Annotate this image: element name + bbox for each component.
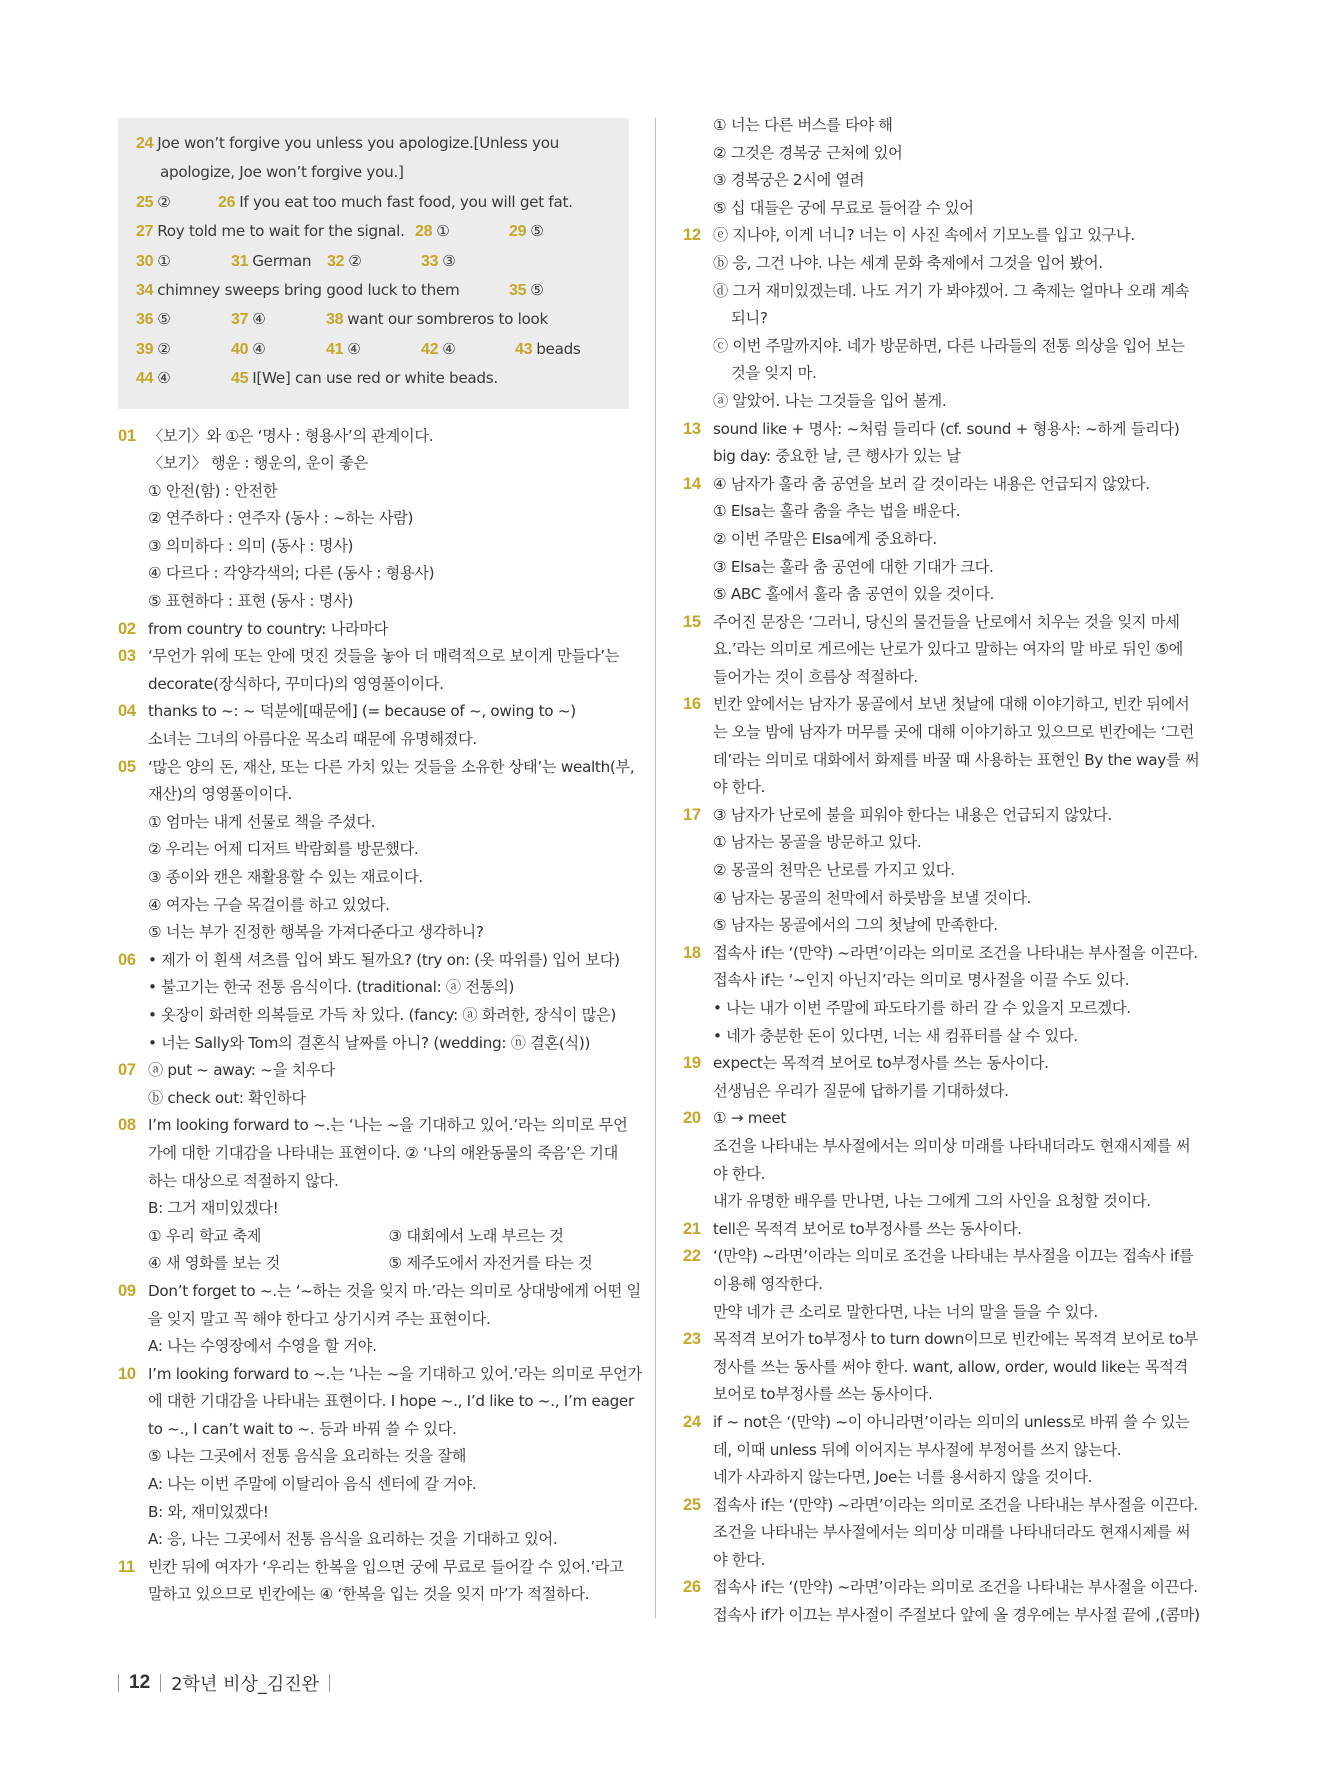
item-line: ② 우리는 어제 디저트 박람회를 방문했다. [148, 840, 419, 859]
explanation-item [118, 698, 629, 753]
answer-number: 37 [231, 311, 249, 329]
explanation-item [683, 1492, 1198, 1575]
item-body [148, 1554, 629, 1609]
item-line: ‘(만약) ~라면’이라는 의미로 조건을 나타내는 부사절을 이끄는 접속사 if를 [713, 1247, 1194, 1266]
item-line: 야 한다. [713, 1550, 766, 1569]
item-body [148, 1361, 642, 1554]
answer-number: 28 [415, 223, 433, 241]
item-line: ⑤ 남자는 몽골에서의 그의 첫날에 만족한다. [713, 916, 998, 935]
item-line: ① → meet [713, 1109, 787, 1128]
item-line: ⑤ 표현하다 : 표현 (동사 : 명사) [148, 592, 354, 611]
item-line: 목적격 보어가 to부정사 to turn down이므로 빈칸에는 목적격 보어로 to부 [713, 1330, 1198, 1349]
explanation-item [683, 1216, 1195, 1244]
answer-value: ② [157, 339, 171, 358]
item-line: 정사를 쓰는 동사를 써야 한다. want, allow, order, would like는 목적격 [713, 1357, 1188, 1376]
answer-value: ① [157, 251, 171, 270]
item-line: 소녀는 그녀의 아름다운 목소리 때문에 유명해졌다. [148, 730, 477, 749]
answer-key-row [136, 336, 611, 365]
item-line: ② 몽골의 천막은 난로를 가지고 있다. [713, 861, 955, 880]
item-number: 08 [118, 1116, 136, 1135]
item-line: big day: 중요한 날, 큰 행사가 있는 날 [713, 447, 961, 466]
item-line: ① 안전(함) : 안전한 [148, 481, 278, 500]
item-number: 02 [118, 619, 136, 638]
item-body [713, 1574, 1200, 1629]
item-line: ⑤ ABC 홀에서 훌라 춤 공연이 있을 것이다. [713, 585, 994, 604]
item-line: 재산)의 영영풀이이다. [148, 785, 293, 804]
answer-number: 33 [421, 252, 439, 270]
item-body [148, 423, 629, 616]
answer-value: I[We] can use red or white beads. [252, 369, 498, 388]
answer-number: 35 [509, 281, 527, 299]
answer-value: Roy told me to wait for the signal. [157, 222, 405, 241]
explanation-item [118, 1278, 641, 1361]
answer-value: ④ [347, 339, 361, 358]
item-line: 가에 대한 기대감을 나타내는 표현이다. ② ‘나의 애완동물의 죽음’은 기대 [148, 1143, 619, 1162]
explanation-item [683, 222, 1195, 415]
answer-key-row [136, 248, 611, 277]
item-number: 22 [683, 1247, 701, 1266]
item-body [713, 1050, 1195, 1105]
explanation-item [683, 1050, 1195, 1105]
answer-value: apologize, Joe won’t forgive you.] [160, 163, 404, 182]
item-line: 되니? [713, 309, 768, 328]
item-body [713, 691, 1199, 801]
item-line: ⓐ put ~ away: ~을 치우다 [148, 1061, 335, 1080]
answer-number: 34 [136, 281, 154, 299]
item-line: tell은 목적격 보어로 to부정사를 쓰는 동사이다. [713, 1219, 1022, 1238]
explanation-item [683, 112, 1195, 222]
answer-number: 26 [218, 193, 236, 211]
item-line: 보어로 to부정사를 쓰는 동사이다. [713, 1385, 933, 1404]
item-line: 주어진 문장은 ‘그러니, 당신의 물건들을 난로에서 치우는 것을 잊지 마세 [713, 612, 1180, 631]
page-footer [118, 1668, 340, 1698]
answer-value: ⑤ [157, 310, 171, 329]
item-line: ② 이번 주말은 Elsa에게 중요하다. [713, 529, 937, 548]
item-line: ③ 의미하다 : 의미 (동사 : 명사) [148, 536, 354, 555]
item-body [713, 416, 1195, 471]
item-line: thanks to ~: ~ 덕분에[때문에] (= because of ~, owing to ~) [148, 702, 576, 721]
item-body [713, 1216, 1195, 1244]
item-line: decorate(장식하다, 꾸미다)의 영영풀이이다. [148, 674, 444, 693]
item-line: ⓒ 이번 주말까지야. 네가 방문하면, 다른 나라들의 전통 의상을 입어 보는 [713, 336, 1185, 355]
item-line: I’m looking forward to ~.는 ‘나는 ~을 기대하고 있어.’라는 의미로 무언가 [148, 1364, 642, 1383]
explanation-item [118, 616, 629, 644]
item-body [713, 1105, 1195, 1215]
answer-value: ④ [442, 339, 456, 358]
item-body [148, 698, 629, 753]
item-body [713, 1326, 1198, 1409]
explanation-item [683, 1409, 1195, 1492]
explanation-item [118, 754, 635, 947]
item-line: ④ 여자는 구슬 목걸이를 하고 있었다. [148, 895, 390, 914]
answer-number: 40 [231, 340, 249, 358]
right-explanations [683, 112, 1200, 1630]
item-line: expect는 목적격 보어로 to부정사를 쓰는 동사이다. [713, 1054, 1049, 1073]
answer-key-row [136, 218, 611, 247]
item-line: A: 나는 수영장에서 수영을 할 거야. [148, 1337, 377, 1356]
explanation-item [683, 1243, 1195, 1326]
item-line: ① 엄마는 내게 선물로 책을 주셨다. [148, 812, 376, 831]
item-line: sound like + 명사: ~처럼 들리다 (cf. sound + 형용사: ~하게 들리다) [713, 419, 1180, 438]
option-text: ③ 대회에서 노래 부르는 것 [388, 1226, 564, 1245]
answer-number: 25 [136, 193, 154, 211]
answer-key-row [136, 130, 611, 159]
item-line: 들어가는 것이 흐름상 적절하다. [713, 667, 918, 686]
item-body [713, 940, 1198, 1050]
answer-value: Joe won’t forgive you unless you apologize.[Unless you [157, 134, 560, 152]
item-body [148, 616, 629, 644]
item-body [148, 1278, 641, 1361]
answer-value: ⑤ [530, 222, 544, 241]
item-line: 접속사 if는 ‘(만약) ~라면’이라는 의미로 조건을 나타내는 부사절을 이끈다. [713, 1495, 1198, 1514]
item-line: 데, 이때 unless 뒤에 이어지는 부사절에 부정어를 쓰지 않는다. [713, 1440, 1122, 1459]
answer-value: chimney sweeps bring good luck to them [157, 280, 460, 299]
item-line: ⓑ check out: 확인하다 [148, 1088, 306, 1107]
item-line: ‘많은 양의 돈, 재산, 또는 다른 가치 있는 것들을 소유한 상태’는 wealth(부, [148, 757, 635, 776]
answer-value: German [252, 251, 312, 270]
answer-number: 31 [231, 252, 249, 270]
item-line: 말하고 있으므로 빈칸에는 ④ ‘한복을 입는 것을 잊지 마’가 적절하다. [148, 1585, 590, 1604]
explanation-item [683, 940, 1198, 1050]
item-number: 07 [118, 1061, 136, 1080]
footer-divider [118, 1674, 119, 1692]
item-number: 24 [683, 1412, 701, 1431]
item-number: 10 [118, 1364, 136, 1383]
answer-number: 43 [515, 340, 533, 358]
answer-number: 32 [327, 252, 345, 270]
item-line: ⓐ 알았어. 나는 그것들을 입어 볼게. [713, 391, 947, 410]
item-body [713, 802, 1195, 940]
answer-value: ④ [252, 310, 266, 329]
item-line: 접속사 if가 이끄는 부사절이 주절보다 앞에 올 경우에는 부사절 끝에 ,(콤마) [713, 1606, 1200, 1625]
item-number: 20 [683, 1109, 701, 1128]
footer-divider [160, 1674, 161, 1692]
answer-value: ③ [442, 251, 456, 270]
option-text: ④ 새 영화를 보는 것 [148, 1254, 281, 1273]
item-line: ⓑ 응, 그건 나야. 나는 세계 문화 축제에서 그것을 입어 봤어. [713, 253, 1103, 272]
item-body [713, 222, 1195, 415]
answer-number: 42 [421, 340, 439, 358]
page-number: 12 [129, 1672, 151, 1693]
item-line: • 옷장이 화려한 의복들로 가득 차 있다. (fancy: ⓐ 화려한, 장식이 많은) [148, 1005, 617, 1024]
item-line: to ~., I can’t wait to ~. 등과 바꿔 쓸 수 있다. [148, 1419, 457, 1438]
answer-value: ⑤ [530, 280, 544, 299]
item-number: 21 [683, 1219, 701, 1238]
item-body [148, 1112, 629, 1278]
answer-value: beads [536, 339, 581, 358]
answer-number: 39 [136, 340, 154, 358]
answer-key-row [136, 159, 611, 188]
item-line: ⓔ 지나야, 이게 너니? 너는 이 사진 속에서 기모노를 입고 있구나. [713, 226, 1135, 245]
explanation-item [683, 1105, 1195, 1215]
item-line: ② 그것은 경복궁 근처에 있어 [713, 143, 903, 162]
item-line: ③ 남자가 난로에 불을 피워야 한다는 내용은 언급되지 않았다. [713, 805, 1112, 824]
answer-value: ② [348, 251, 362, 270]
item-line: I’m looking forward to ~.는 ‘나는 ~을 기대하고 있어.’라는 의미로 무언 [148, 1116, 628, 1135]
item-line: 만약 네가 큰 소리로 말한다면, 나는 너의 말을 들을 수 있다. [713, 1302, 1098, 1321]
item-line: 빈칸 앞에서는 남자가 몽골에서 보낸 첫날에 대해 이야기하고, 빈칸 뒤에서 [713, 695, 1190, 714]
item-line: ④ 남자가 훌라 춤 공연을 보러 갈 것이라는 내용은 언급되지 않았다. [713, 474, 1150, 493]
item-line: 데’라는 의미로 대화에서 화제를 바꿀 때 사용하는 표현인 By the way를 써 [713, 750, 1200, 769]
item-line: ② 연주하다 : 연주자 (동사 : ~하는 사람) [148, 509, 414, 528]
item-number: 18 [683, 943, 701, 962]
item-line: B: 그거 재미있겠다! [148, 1199, 279, 1218]
item-body [148, 947, 629, 1057]
answer-key-box [118, 118, 629, 409]
item-line: B: 와, 재미있겠다! [148, 1502, 269, 1521]
explanation-item [683, 416, 1195, 471]
explanation-item [683, 1326, 1198, 1409]
item-number: 15 [683, 612, 701, 631]
answer-value: want our sombreros to look [347, 310, 549, 329]
answer-number: 38 [326, 311, 344, 329]
answer-value: ④ [157, 369, 171, 388]
item-number: 26 [683, 1578, 701, 1597]
left-explanations [118, 423, 642, 1610]
item-body [713, 1492, 1198, 1575]
item-number: 03 [118, 647, 136, 666]
item-line: 내가 유명한 배우를 만나면, 나는 그에게 그의 사인을 요청할 것이다. [713, 1192, 1151, 1211]
item-line: 에 대한 기대감을 나타내는 표현이다. I hope ~., I’d like to ~., I’m eager [148, 1392, 634, 1411]
answer-number: 44 [136, 370, 154, 388]
footer-divider [329, 1674, 330, 1692]
item-number: 01 [118, 426, 136, 445]
item-line: • 너는 Sally와 Tom의 결혼식 날짜를 아니? (wedding: ⓝ 결혼(식)) [148, 1033, 591, 1052]
explanation-item [118, 643, 629, 698]
explanation-item [118, 1112, 629, 1278]
item-body [713, 471, 1195, 609]
item-number: 16 [683, 695, 701, 714]
item-body [148, 1057, 629, 1112]
column-divider [655, 118, 656, 1618]
item-line: if ~ not은 ‘(만약) ~이 아니라면’이라는 의미의 unless로 바꿔 쓸 수 있는 [713, 1412, 1190, 1431]
item-line: 빈칸 뒤에 여자가 ‘우리는 한복을 입으면 궁에 무료로 들어갈 수 있어.’라고 [148, 1557, 624, 1576]
option-text: ① 우리 학교 축제 [148, 1226, 262, 1245]
item-line: 〈보기〉 행운 : 행운의, 운이 좋은 [148, 454, 368, 473]
item-line: A: 응, 나는 그곳에서 전통 음식을 요리하는 것을 기대하고 있어. [148, 1530, 558, 1549]
item-number: 17 [683, 805, 701, 824]
right-column [683, 112, 1200, 1630]
item-line: ‘무언가 위에 또는 안에 멋진 것들을 놓아 더 매력적으로 보이게 만들다’는 [148, 647, 620, 666]
item-line: A: 나는 이번 주말에 이탈리아 음식 센터에 갈 거야. [148, 1475, 477, 1494]
item-line: 야 한다. [713, 778, 766, 797]
item-line: 는 오늘 밤에 남자가 머무를 곳에 대해 이야기하고 있으므로 빈칸에는 ‘그런 [713, 723, 1194, 742]
item-line: • 제가 이 흰색 셔츠를 입어 봐도 될까요? (try on: (옷 따위를) 입어 보다) [148, 950, 620, 969]
item-body [713, 1243, 1195, 1326]
item-number: 13 [683, 419, 701, 438]
item-line: from country to country: 나라마다 [148, 619, 389, 638]
item-line: 하는 대상으로 적절하지 않다. [148, 1171, 339, 1190]
explanation-item [118, 1361, 642, 1554]
item-line: ⑤ 나는 그곳에서 전통 음식을 요리하는 것을 잘해 [148, 1447, 467, 1466]
explanation-item [683, 609, 1195, 692]
left-column [118, 118, 642, 1609]
answer-value: If you eat too much fast food, you will get fat. [239, 192, 573, 211]
book-title: 2학년 비상_김진완 [171, 1674, 320, 1695]
explanation-item [683, 471, 1195, 609]
item-line: 요.’라는 의미로 게르에는 난로가 있다고 말하는 여자의 말 바로 뒤인 ⑤에 [713, 640, 1184, 659]
answer-number: 36 [136, 311, 154, 329]
item-line: 접속사 if는 ‘(만약) ~라면’이라는 의미로 조건을 나타내는 부사절을 이끈다. [713, 943, 1198, 962]
explanation-item [118, 423, 629, 616]
answer-number: 27 [136, 223, 154, 241]
item-line: ⓓ 그거 재미있겠는데. 나도 거기 가 봐야겠어. 그 축제는 얼마나 오래 계속 [713, 281, 1190, 300]
item-line: ④ 남자는 몽골의 천막에서 하룻밤을 보낼 것이다. [713, 888, 1032, 907]
item-line: Don’t forget to ~.는 ‘~하는 것을 잊지 마.’라는 의미로 상대방에게 어떤 일 [148, 1281, 641, 1300]
explanation-item [683, 802, 1195, 940]
item-number: 05 [118, 757, 136, 776]
item-line: ③ 종이와 캔은 재활용할 수 있는 재료이다. [148, 868, 423, 887]
item-line: • 네가 충분한 돈이 있다면, 너는 새 컴퓨터를 살 수 있다. [713, 1026, 1078, 1045]
answer-value: ① [436, 222, 450, 241]
item-line: ③ Elsa는 훌라 춤 공연에 대한 기대가 크다. [713, 557, 994, 576]
explanation-item [683, 1574, 1200, 1629]
item-line: 야 한다. [713, 1164, 766, 1183]
item-body [713, 112, 1195, 222]
answer-value: ② [157, 192, 171, 211]
answer-key-row [136, 277, 611, 306]
item-line: ① 너는 다른 버스를 타야 해 [713, 116, 893, 134]
item-line: 선생님은 우리가 질문에 답하기를 기대하셨다. [713, 1081, 1009, 1100]
answer-number: 30 [136, 252, 154, 270]
option-pair [148, 1223, 629, 1251]
answer-number: 29 [509, 223, 527, 241]
explanation-item [118, 947, 629, 1057]
item-line: • 불고기는 한국 전통 음식이다. (traditional: ⓐ 전통의) [148, 978, 515, 997]
item-line: 을 잊지 말고 꼭 해야 한다고 상기시켜 주는 표현이다. [148, 1309, 491, 1328]
item-line: ③ 경복궁은 2시에 열려 [713, 171, 865, 190]
answer-value: ④ [252, 339, 266, 358]
item-line: ⑤ 너는 부가 진정한 행복을 가져다준다고 생각하니? [148, 923, 484, 942]
answer-key-row [136, 189, 611, 218]
explanation-item [118, 1057, 629, 1112]
item-body [713, 609, 1195, 692]
item-line: 조건을 나타내는 부사절에서는 의미상 미래를 나타내더라도 현재시제를 써 [713, 1523, 1191, 1542]
answer-number: 45 [231, 370, 249, 388]
item-line: 〈보기〉와 ①은 ‘명사 : 형용사’의 관계이다. [148, 426, 434, 445]
item-number: 19 [683, 1054, 701, 1073]
item-line: • 나는 내가 이번 주말에 파도타기를 하러 갈 수 있을지 모르겠다. [713, 999, 1131, 1017]
item-body [148, 643, 629, 698]
item-line: 조건을 나타내는 부사절에서는 의미상 미래를 나타내더라도 현재시제를 써 [713, 1136, 1191, 1155]
item-number: 04 [118, 702, 136, 721]
answer-number: 24 [136, 135, 154, 152]
item-line: ① 남자는 몽골을 방문하고 있다. [713, 833, 922, 852]
answer-key-row [136, 306, 611, 335]
item-line: 이용해 영작한다. [713, 1274, 823, 1293]
item-number: 23 [683, 1330, 701, 1349]
item-line: 것을 잊지 마. [713, 364, 817, 383]
item-line: ⑤ 십 대들은 궁에 무료로 들어갈 수 있어 [713, 198, 974, 217]
item-number: 06 [118, 950, 136, 969]
item-number: 11 [118, 1557, 135, 1576]
option-text: ⑤ 제주도에서 자전거를 타는 것 [388, 1254, 593, 1273]
item-number: 14 [683, 474, 701, 493]
item-line: 네가 사과하지 않는다면, Joe는 너를 용서하지 않을 것이다. [713, 1468, 1093, 1487]
item-number: 25 [683, 1495, 701, 1514]
item-body [148, 754, 634, 947]
item-line: ① Elsa는 훌라 춤을 추는 법을 배운다. [713, 502, 961, 521]
item-number: 12 [683, 226, 701, 245]
answer-number: 41 [326, 340, 344, 358]
item-body [713, 1409, 1195, 1492]
item-number: 09 [118, 1281, 136, 1300]
explanation-item [683, 691, 1200, 801]
item-line: 접속사 if는 ‘~인지 아닌지’라는 의미로 명사절을 이끌 수도 있다. [713, 971, 1130, 990]
item-line: 접속사 if는 ‘(만약) ~라면’이라는 의미로 조건을 나타내는 부사절을 이끈다. [713, 1578, 1198, 1597]
explanation-item [118, 1554, 629, 1609]
option-pair [148, 1250, 629, 1278]
item-line: ④ 다르다 : 각양각색의; 다른 (동사 : 형용사) [148, 564, 435, 583]
answer-key-row [136, 365, 611, 394]
